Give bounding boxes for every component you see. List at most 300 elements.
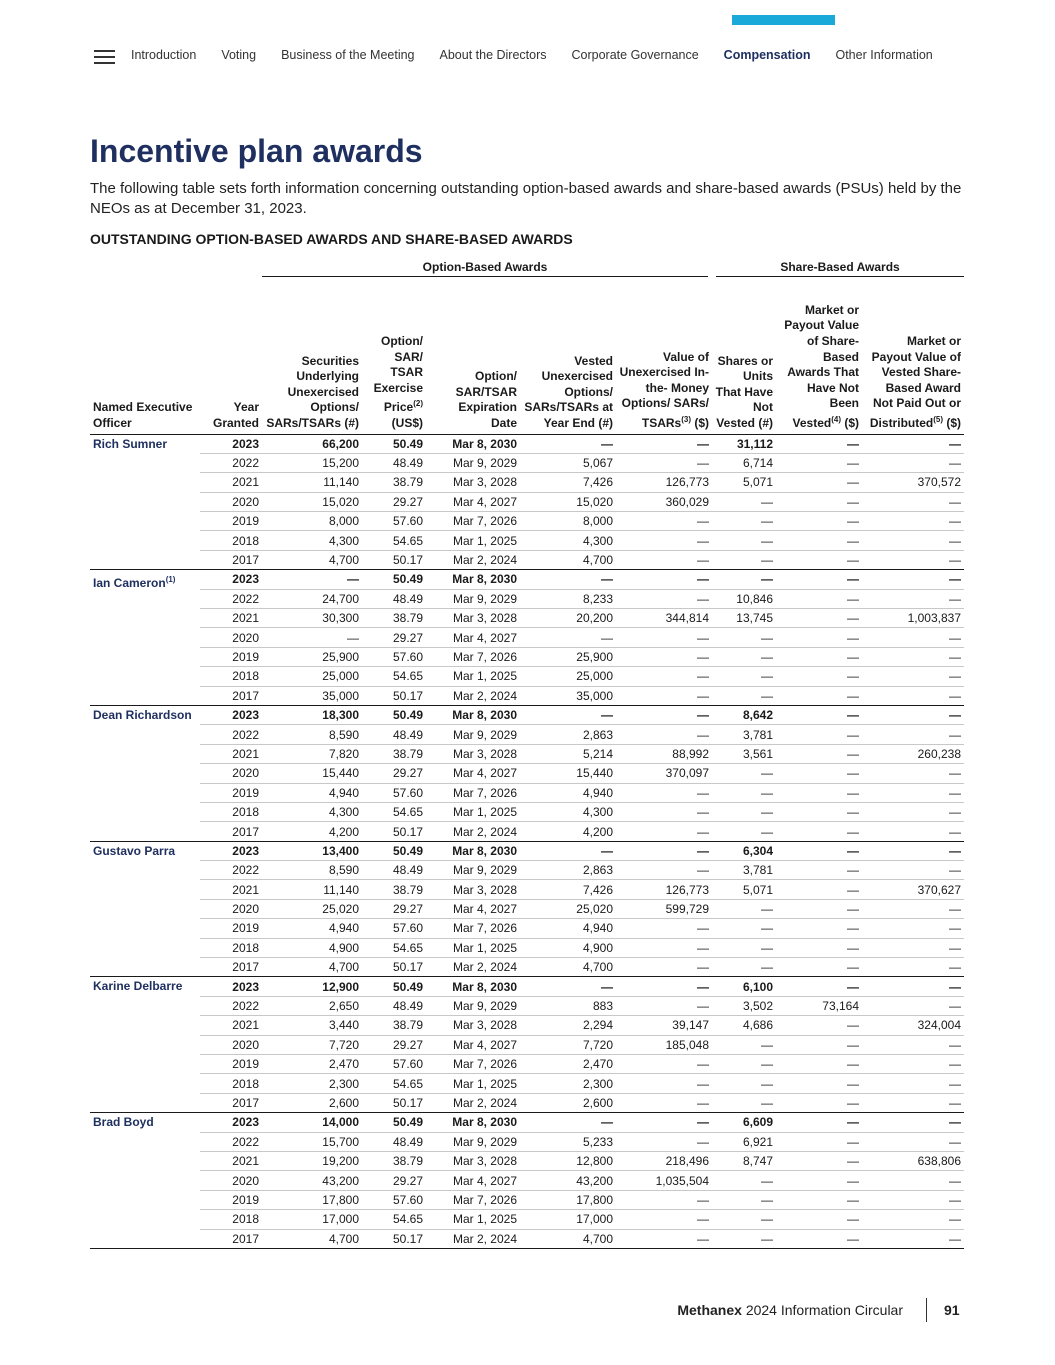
table-cell: 15,200	[262, 453, 362, 472]
table-cell: 19,200	[262, 1151, 362, 1170]
table-cell: 38.79	[362, 609, 426, 628]
table-cell: 2023	[200, 705, 262, 724]
footer-doc: 2024 Information Circular	[745, 1302, 903, 1318]
table-cell: 54.65	[362, 938, 426, 957]
table-cell: —	[616, 938, 712, 957]
table-cell: 50.17	[362, 1093, 426, 1112]
table-cell: 2019	[200, 512, 262, 531]
table-row	[90, 938, 964, 957]
table-cell: —	[862, 725, 964, 744]
table-cell: —	[520, 434, 616, 453]
table-cell: 2,470	[262, 1055, 362, 1074]
table-cell: 6,609	[712, 1113, 776, 1132]
table-cell: 4,300	[262, 531, 362, 550]
table-cell: 15,020	[520, 492, 616, 511]
table-row	[90, 919, 964, 938]
table-cell: 50.49	[362, 570, 426, 589]
table-cell: 7,820	[262, 744, 362, 763]
table-cell: 5,067	[520, 453, 616, 472]
table-cell: 4,300	[262, 802, 362, 821]
top-navigation	[0, 0, 1055, 80]
table-cell: 1,035,504	[616, 1171, 712, 1190]
table-row	[90, 744, 964, 763]
intro-paragraph: The following table sets forth information concerning outstanding option-based awards and share-based awards (PSUs) held by the NEOs as at December 31, 2023.	[90, 180, 962, 217]
table-row	[90, 550, 964, 569]
table-cell: Mar 4, 2027	[426, 628, 520, 647]
table-cell: —	[616, 512, 712, 531]
table-cell: 126,773	[616, 880, 712, 899]
table-cell: Mar 4, 2027	[426, 1171, 520, 1190]
table-cell: 2022	[200, 996, 262, 1015]
table-cell: —	[776, 958, 862, 977]
column-header-text: Named Executive Officer	[93, 400, 193, 430]
table-cell: —	[520, 628, 616, 647]
table-cell: 2022	[200, 725, 262, 744]
awards-table	[90, 256, 964, 1249]
table-cell: Mar 3, 2028	[426, 473, 520, 492]
table-cell: 2020	[200, 492, 262, 511]
table-cell: 2021	[200, 880, 262, 899]
table-cell: —	[862, 667, 964, 686]
table-cell: 25,000	[262, 667, 362, 686]
table-cell: —	[776, 861, 862, 880]
table-cell: 50.49	[362, 434, 426, 453]
table-cell: 2019	[200, 919, 262, 938]
table-cell: —	[862, 1190, 964, 1209]
table-cell: —	[862, 550, 964, 569]
table-cell: 38.79	[362, 1016, 426, 1035]
table-cell: 3,781	[712, 725, 776, 744]
table-cell: —	[616, 841, 712, 860]
table-cell: —	[862, 996, 964, 1015]
table-cell: —	[862, 783, 964, 802]
table-cell: 38.79	[362, 880, 426, 899]
table-cell: 4,686	[712, 1016, 776, 1035]
table-row	[90, 1210, 964, 1229]
table-cell: Mar 3, 2028	[426, 744, 520, 763]
table-cell: 48.49	[362, 861, 426, 880]
table-cell: 2020	[200, 899, 262, 918]
table-cell: —	[712, 492, 776, 511]
table-cell: —	[712, 1210, 776, 1229]
table-cell: 2017	[200, 550, 262, 569]
option-based-header: Option-Based Awards	[262, 256, 712, 276]
table-cell: 17,000	[262, 1210, 362, 1229]
table-cell: —	[776, 492, 862, 511]
table-cell: —	[776, 667, 862, 686]
nav-item-business-of-the-meeting[interactable]: Business of the Meeting	[281, 48, 415, 62]
table-cell: 6,304	[712, 841, 776, 860]
table-row	[90, 1229, 964, 1248]
table-cell: —	[712, 550, 776, 569]
table-cell: 2023	[200, 841, 262, 860]
column-header-9	[862, 276, 964, 434]
table-cell: —	[712, 1229, 776, 1248]
table-cell: —	[776, 822, 862, 841]
table-cell: —	[776, 1229, 862, 1248]
table-cell: 50.17	[362, 958, 426, 977]
table-cell: 57.60	[362, 1190, 426, 1209]
page-footer	[0, 1300, 1055, 1322]
column-header-unit: ($)	[943, 415, 962, 430]
table-cell: —	[712, 570, 776, 589]
table-cell: —	[862, 802, 964, 821]
table-cell: —	[712, 938, 776, 957]
table-cell: 2021	[200, 1016, 262, 1035]
table-cell: 17,800	[262, 1190, 362, 1209]
table-cell: 25,020	[262, 899, 362, 918]
table-cell: 24,700	[262, 589, 362, 608]
table-cell: 50.49	[362, 841, 426, 860]
table-cell: 2019	[200, 783, 262, 802]
officer-name	[90, 841, 200, 977]
nav-item-corporate-governance[interactable]: Corporate Governance	[571, 48, 699, 62]
table-cell: Mar 7, 2026	[426, 1190, 520, 1209]
table-cell: 29.27	[362, 492, 426, 511]
table-cell: 883	[520, 996, 616, 1015]
table-cell: 17,800	[520, 1190, 616, 1209]
table-cell: —	[862, 1055, 964, 1074]
table-cell: Mar 4, 2027	[426, 492, 520, 511]
table-cell: 57.60	[362, 512, 426, 531]
table-body	[90, 434, 964, 1248]
page-title: Incentive plan awards	[90, 133, 423, 169]
table-cell: Mar 9, 2029	[426, 861, 520, 880]
table-row	[90, 958, 964, 977]
table-cell: Mar 2, 2024	[426, 1093, 520, 1112]
column-header-unit: (US$)	[391, 415, 423, 430]
nav-item-other-information[interactable]: Other Information	[835, 48, 933, 62]
table-cell: —	[862, 977, 964, 996]
table-row	[90, 1093, 964, 1112]
table-cell: 2023	[200, 434, 262, 453]
table-row	[90, 686, 964, 705]
table-cell: 54.65	[362, 1074, 426, 1093]
table-cell: 7,720	[262, 1035, 362, 1054]
table-cell: 2,470	[520, 1055, 616, 1074]
table-cell: 4,300	[520, 531, 616, 550]
officer-name-text: Gustavo Parra	[93, 843, 176, 858]
table-cell: —	[616, 919, 712, 938]
footnote-marker: (1)	[165, 575, 176, 585]
table-cell: 2020	[200, 764, 262, 783]
column-header-text: Market or Payout Value of Vested Share- Based Award Not Paid Out or Distributed	[869, 333, 962, 430]
table-cell: —	[616, 822, 712, 841]
table-cell: 4,700	[520, 958, 616, 977]
table-cell: 25,000	[520, 667, 616, 686]
table-cell: 2022	[200, 453, 262, 472]
nav-item-voting[interactable]: Voting	[221, 48, 257, 62]
table-row	[90, 1035, 964, 1054]
table-cell: 13,400	[262, 841, 362, 860]
nav-item-compensation[interactable]: Compensation	[723, 48, 811, 62]
table-cell: 2,863	[520, 861, 616, 880]
nav-items	[131, 48, 958, 62]
table-cell: —	[862, 1113, 964, 1132]
table-cell: —	[776, 550, 862, 569]
table-cell: 370,572	[862, 473, 964, 492]
share-based-header: Share-Based Awards	[712, 256, 964, 276]
table-row	[90, 434, 964, 453]
table-cell: 17,000	[520, 1210, 616, 1229]
table-cell: 25,900	[262, 647, 362, 666]
table-cell: 344,814	[616, 609, 712, 628]
table-cell: —	[616, 783, 712, 802]
table-cell: 48.49	[362, 589, 426, 608]
table-cell: 43,200	[520, 1171, 616, 1190]
table-cell: 48.49	[362, 1132, 426, 1151]
table-cell: 11,140	[262, 880, 362, 899]
table-row	[90, 589, 964, 608]
table-cell: 3,440	[262, 1016, 362, 1035]
table-cell: 2,600	[520, 1093, 616, 1112]
table-cell: —	[776, 802, 862, 821]
table-cell: —	[862, 1229, 964, 1248]
table-cell: —	[862, 589, 964, 608]
table-cell: —	[712, 919, 776, 938]
table-cell: —	[862, 919, 964, 938]
table-cell: —	[776, 473, 862, 492]
table-cell: 7,720	[520, 1035, 616, 1054]
footnote-marker: (2)	[413, 399, 423, 409]
table-cell: 29.27	[362, 899, 426, 918]
table-cell: 15,440	[262, 764, 362, 783]
table-cell: 8,590	[262, 725, 362, 744]
table-cell: —	[776, 647, 862, 666]
table-cell: —	[776, 1171, 862, 1190]
table-cell: —	[616, 453, 712, 472]
table-cell: —	[776, 899, 862, 918]
table-cell: 48.49	[362, 996, 426, 1015]
table-cell: —	[616, 725, 712, 744]
column-header-unit: ($)	[691, 415, 709, 430]
table-cell: —	[776, 434, 862, 453]
table-cell: Mar 8, 2030	[426, 570, 520, 589]
table-cell: —	[776, 841, 862, 860]
table-cell: —	[616, 977, 712, 996]
table-cell: —	[712, 802, 776, 821]
table-cell: 370,627	[862, 880, 964, 899]
table-cell: Mar 8, 2030	[426, 841, 520, 860]
table-cell: 4,900	[262, 938, 362, 957]
table-row	[90, 977, 964, 996]
column-header-text: Securities Underlying Unexercised Options/ SARs/TSARs (#)	[266, 353, 359, 430]
table-cell: 4,200	[520, 822, 616, 841]
table-cell: 2021	[200, 609, 262, 628]
table-cell: Mar 7, 2026	[426, 783, 520, 802]
table-cell: 4,940	[262, 919, 362, 938]
page-number: 91	[944, 1302, 960, 1318]
footer-divider	[926, 1298, 927, 1322]
table-cell: 2018	[200, 1210, 262, 1229]
table-cell: —	[862, 628, 964, 647]
table-cell: —	[712, 667, 776, 686]
table-cell: 50.17	[362, 686, 426, 705]
table-cell: 2019	[200, 647, 262, 666]
table-cell: 7,426	[520, 880, 616, 899]
table-cell: 48.49	[362, 453, 426, 472]
table-cell: —	[616, 667, 712, 686]
table-cell: 50.17	[362, 550, 426, 569]
table-cell: Mar 3, 2028	[426, 609, 520, 628]
table-cell: 8,642	[712, 705, 776, 724]
table-cell: 57.60	[362, 1055, 426, 1074]
table-cell: 12,900	[262, 977, 362, 996]
table-cell: —	[712, 1035, 776, 1054]
table-cell: —	[862, 453, 964, 472]
table-cell: 2023	[200, 1113, 262, 1132]
table-row	[90, 783, 964, 802]
table-cell: 218,496	[616, 1151, 712, 1170]
table-cell: 4,940	[520, 783, 616, 802]
table-cell: —	[776, 977, 862, 996]
table-cell: —	[776, 686, 862, 705]
table-cell: 3,781	[712, 861, 776, 880]
table-cell: 7,426	[520, 473, 616, 492]
nav-item-about-the-directors[interactable]: About the Directors	[439, 48, 547, 62]
table-row	[90, 473, 964, 492]
table-cell: 48.49	[362, 725, 426, 744]
table-cell: —	[776, 764, 862, 783]
active-section-indicator	[732, 15, 835, 25]
table-cell: —	[712, 647, 776, 666]
table-cell: 5,214	[520, 744, 616, 763]
table-row	[90, 764, 964, 783]
table-cell: —	[776, 531, 862, 550]
footnote-marker: (5)	[933, 414, 944, 424]
table-cell: Mar 7, 2026	[426, 919, 520, 938]
table-cell: —	[712, 531, 776, 550]
table-cell: Mar 3, 2028	[426, 1151, 520, 1170]
table-cell: —	[862, 705, 964, 724]
table-cell: —	[616, 628, 712, 647]
table-row	[90, 1190, 964, 1209]
column-header-8	[776, 276, 862, 434]
table-cell: 6,100	[712, 977, 776, 996]
table-cell: —	[862, 531, 964, 550]
table-row	[90, 1016, 964, 1035]
table-cell: 4,900	[520, 938, 616, 957]
table-cell: —	[616, 1093, 712, 1112]
table-cell: —	[616, 861, 712, 880]
table-cell: —	[776, 725, 862, 744]
table-cell: —	[776, 1190, 862, 1209]
table-cell: 4,940	[262, 783, 362, 802]
table-cell: 29.27	[362, 764, 426, 783]
table-cell: 8,000	[262, 512, 362, 531]
table-cell: 11,140	[262, 473, 362, 492]
table-cell: —	[776, 1113, 862, 1132]
table-row	[90, 628, 964, 647]
table-cell: 8,747	[712, 1151, 776, 1170]
table-cell: Mar 2, 2024	[426, 686, 520, 705]
table-cell: —	[616, 550, 712, 569]
table-cell: 638,806	[862, 1151, 964, 1170]
column-header-unit: ($)	[841, 415, 859, 430]
column-header-text: Vested Unexercised Options/ SARs/TSARs at Year End (#)	[524, 353, 613, 430]
table-row	[90, 841, 964, 860]
table-cell: 4,700	[520, 550, 616, 569]
table-cell: 50.49	[362, 977, 426, 996]
table-cell: —	[712, 783, 776, 802]
table-cell: —	[712, 764, 776, 783]
table-cell: —	[776, 744, 862, 763]
table-cell: 50.49	[362, 705, 426, 724]
table-cell: 2018	[200, 802, 262, 821]
table-cell: 57.60	[362, 783, 426, 802]
table-cell: 4,700	[520, 1229, 616, 1248]
table-cell: —	[776, 1055, 862, 1074]
table-cell: 6,921	[712, 1132, 776, 1151]
table-cell: 2020	[200, 1171, 262, 1190]
table-cell: —	[862, 512, 964, 531]
table-cell: —	[862, 841, 964, 860]
table-cell: —	[776, 628, 862, 647]
table-cell: 43,200	[262, 1171, 362, 1190]
table-cell: Mar 9, 2029	[426, 725, 520, 744]
column-header-row	[90, 276, 964, 434]
table-row	[90, 996, 964, 1015]
table-cell: Mar 9, 2029	[426, 589, 520, 608]
table-cell: 2,300	[262, 1074, 362, 1093]
table-cell: 38.79	[362, 744, 426, 763]
footnote-marker: (3)	[681, 414, 691, 424]
table-row	[90, 1132, 964, 1151]
table-cell: —	[616, 996, 712, 1015]
table-cell: —	[862, 492, 964, 511]
officer-name-text: Dean Richardson	[93, 707, 192, 722]
table-cell: 54.65	[362, 1210, 426, 1229]
table-row	[90, 705, 964, 724]
officer-name	[90, 1113, 200, 1249]
table-row	[90, 570, 964, 589]
table-row	[90, 1171, 964, 1190]
table-cell: Mar 1, 2025	[426, 938, 520, 957]
table-cell: 50.17	[362, 822, 426, 841]
table-cell: —	[712, 1074, 776, 1093]
table-cell: 2021	[200, 1151, 262, 1170]
nav-item-introduction[interactable]: Introduction	[131, 48, 197, 62]
table-cell: 8,000	[520, 512, 616, 531]
menu-icon[interactable]	[94, 50, 115, 64]
officer-name-text: Rich Sumner	[93, 436, 168, 451]
column-header-text: Value of Unexercised In-the- Money Options/ SARs/ TSARs	[619, 349, 709, 430]
table-cell: 88,992	[616, 744, 712, 763]
table-cell: —	[862, 861, 964, 880]
table-cell: 35,000	[520, 686, 616, 705]
table-row	[90, 647, 964, 666]
table-row	[90, 609, 964, 628]
table-cell: —	[776, 1093, 862, 1112]
table-cell: —	[862, 1074, 964, 1093]
table-row	[90, 453, 964, 472]
table-cell: Mar 7, 2026	[426, 512, 520, 531]
table-cell: —	[776, 783, 862, 802]
table-cell: 2018	[200, 938, 262, 957]
table-cell: 2020	[200, 1035, 262, 1054]
table-cell: 5,233	[520, 1132, 616, 1151]
table-cell: Mar 9, 2029	[426, 453, 520, 472]
table-cell: —	[616, 1055, 712, 1074]
table-cell: —	[776, 512, 862, 531]
table-cell: Mar 8, 2030	[426, 434, 520, 453]
table-cell: —	[712, 1093, 776, 1112]
table-cell: —	[862, 1171, 964, 1190]
table-cell: 8,233	[520, 589, 616, 608]
table-cell: 2022	[200, 1132, 262, 1151]
column-header-6	[616, 276, 712, 434]
table-cell: 4,300	[520, 802, 616, 821]
